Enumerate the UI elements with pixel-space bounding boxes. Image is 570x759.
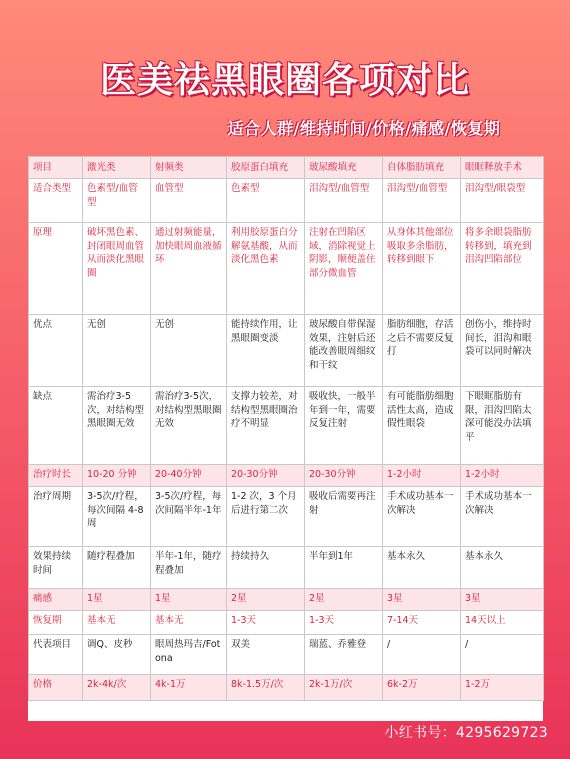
- table-cell: 瑞蓝、乔雅登: [305, 635, 383, 675]
- table-cell: 4k-1万: [151, 675, 227, 701]
- row-label: 缺点: [29, 387, 83, 465]
- table-cell: 创伤小，维持时间长，泪沟和眼袋可以同时解决: [461, 315, 544, 387]
- row-label: 价格: [29, 675, 83, 701]
- table-row: [29, 635, 544, 675]
- table-cell: 将多余眼袋脂肪转移到，填充到泪沟凹陷部位: [461, 223, 544, 315]
- table-cell: 2星: [305, 589, 383, 611]
- comparison-table: [28, 156, 544, 701]
- table-cell: 需治疗3-5次，对结构型黑眼圈无效: [151, 387, 227, 465]
- header-cell: 激光类: [83, 157, 151, 179]
- table-cell: 随疗程叠加: [83, 547, 151, 589]
- table-cell: 通过射频能量，加快眼周血液循环: [151, 223, 227, 315]
- header-cell: 项目: [29, 157, 83, 179]
- table-cell: 基本无: [83, 611, 151, 635]
- table-cell: 7-14天: [383, 611, 461, 635]
- table-cell: 半年-1年，随疗程叠加: [151, 547, 227, 589]
- table-cell: 20-30分钟: [227, 465, 305, 487]
- page-subtitle: 适合人群/维持时间/价格/痛感/恢复期: [227, 119, 501, 138]
- table-row: [29, 223, 544, 315]
- table-cell: 1-2小时: [461, 465, 544, 487]
- row-label: 治疗时长: [29, 465, 83, 487]
- table-cell: 1星: [151, 589, 227, 611]
- table-row: [29, 179, 544, 223]
- table-cell: 1-2 次，3 个月后进行第二次: [227, 487, 305, 547]
- table-cell: 脂肪细胞，存活之后不需要反复打: [383, 315, 461, 387]
- table-row: [29, 547, 544, 589]
- row-label: 适合类型: [29, 179, 83, 223]
- comparison-sheet: [28, 156, 543, 721]
- table-row: [29, 315, 544, 387]
- table-cell: 持续持久: [227, 547, 305, 589]
- table-cell: 14天以上: [461, 611, 544, 635]
- header-cell: 眼眶释放手术: [461, 157, 544, 179]
- table-cell: 基本永久: [461, 547, 544, 589]
- table-cell: 破坏黑色素、封闭眼周血管从而淡化黑眼圈: [83, 223, 151, 315]
- table-cell: /: [461, 635, 544, 675]
- row-label: 治疗周期: [29, 487, 83, 547]
- table-cell: 3星: [461, 589, 544, 611]
- header-cell: 玻尿酸填充: [305, 157, 383, 179]
- table-cell: 基本无: [151, 611, 227, 635]
- table-cell: 1-3天: [305, 611, 383, 635]
- table-row: [29, 589, 544, 611]
- table-cell: 调Q、皮秒: [83, 635, 151, 675]
- table-cell: 下眼眶脂肪有限，泪沟凹陷太深可能没办法填平: [461, 387, 544, 465]
- table-cell: 手术成功基本一次解决: [383, 487, 461, 547]
- table-cell: /: [383, 635, 461, 675]
- table-cell: 眼周热玛吉/Fotona: [151, 635, 227, 675]
- table-cell: 注射在凹陷区域，消除视觉上阴影，顺便盖住部分微血管: [305, 223, 383, 315]
- table-cell: 支撑力较差，对结构型黑眼圈治疗不明显: [227, 387, 305, 465]
- table-cell: 色素型: [227, 179, 305, 223]
- table-cell: 1-2万: [461, 675, 544, 701]
- table-cell: 2星: [227, 589, 305, 611]
- table-cell: 1-3天: [227, 611, 305, 635]
- table-cell: 6k-2万: [383, 675, 461, 701]
- table-cell: 需治疗3-5次，对结构型黑眼圈无效: [83, 387, 151, 465]
- table-cell: 从身体其他部位吸取多余脂肪，转移到眼下: [383, 223, 461, 315]
- table-cell: 3-5次/疗程，每次间隔半年-1年: [151, 487, 227, 547]
- table-cell: 血管型: [151, 179, 227, 223]
- table-cell: 3星: [383, 589, 461, 611]
- table-row: [29, 675, 544, 701]
- table-cell: 10-20 分钟: [83, 465, 151, 487]
- table-row: [29, 387, 544, 465]
- row-label: 优点: [29, 315, 83, 387]
- row-label: 代表项目: [29, 635, 83, 675]
- table-header-row: [29, 157, 544, 179]
- table-cell: 2k-1万/次: [305, 675, 383, 701]
- table-cell: 能持续作用，让黑眼圈变淡: [227, 315, 305, 387]
- table-cell: 半年到1年: [305, 547, 383, 589]
- table-cell: 基本永久: [383, 547, 461, 589]
- table-cell: 有可能脂肪细胞活性太高，造成假性眼袋: [383, 387, 461, 465]
- table-cell: 利用胶原蛋白分解氨基酸，从而淡化黑色素: [227, 223, 305, 315]
- footer-account-id: 小红书号：4295629723: [384, 725, 548, 741]
- header-cell: 自体脂肪填充: [383, 157, 461, 179]
- row-label: 痛感: [29, 589, 83, 611]
- table-cell: 泪沟型/眼袋型: [461, 179, 544, 223]
- table-cell: 泪沟型/血管型: [305, 179, 383, 223]
- page-title: 医美祛黑眼圈各项对比: [99, 60, 470, 101]
- table-cell: 吸收快，一般半年到一年，需要反复注射: [305, 387, 383, 465]
- table-cell: 色素型/血管型: [83, 179, 151, 223]
- table-row: [29, 611, 544, 635]
- table-cell: 吸收后需要再注射: [305, 487, 383, 547]
- table-cell: 泪沟型/血管型: [383, 179, 461, 223]
- row-label: 原理: [29, 223, 83, 315]
- table-cell: 双美: [227, 635, 305, 675]
- row-label: 效果持续时间: [29, 547, 83, 589]
- table-cell: 无创: [83, 315, 151, 387]
- header-cell: 胶原蛋白填充: [227, 157, 305, 179]
- table-cell: 20-30分钟: [305, 465, 383, 487]
- table-cell: 1星: [83, 589, 151, 611]
- table-cell: 8k-1.5万/次: [227, 675, 305, 701]
- table-cell: 玻尿酸自带保湿效果，注射后还能改善眼周细纹和干纹: [305, 315, 383, 387]
- table-row: [29, 465, 544, 487]
- table-cell: 无创: [151, 315, 227, 387]
- table-cell: 20-40分钟: [151, 465, 227, 487]
- table-cell: 手术成功基本一次解决: [461, 487, 544, 547]
- header-cell: 射频类: [151, 157, 227, 179]
- row-label: 恢复期: [29, 611, 83, 635]
- table-cell: 2k-4k/次: [83, 675, 151, 701]
- table-row: [29, 487, 544, 547]
- table-cell: 3-5次/疗程，每次间隔 4-8周: [83, 487, 151, 547]
- table-cell: 1-2小时: [383, 465, 461, 487]
